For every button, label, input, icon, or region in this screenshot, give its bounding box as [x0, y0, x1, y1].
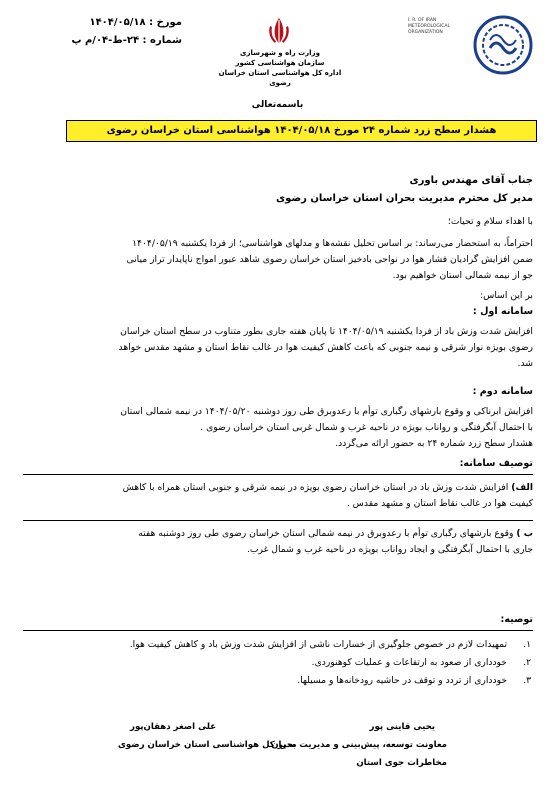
system1-text: افزایش شدت وزش باد از فردا یکشنبه ۱۴۰۴/۰۵/۱۹ تا پایان هفته جاری بطور متناوب در سطح استان خراسان رضوی بویژه نوار شرقی و نیمه جنوبی که باعث کاهش کیفیت هوا در غالب نقاط استان و مشهد مقدس خواهد شد.	[118, 326, 533, 369]
signature-right-title: معاونت توسعه، پیش‌بینی و مدیریت بحران مخاطرات جوی استان	[271, 740, 447, 768]
iran-emblem-icon	[266, 16, 292, 46]
signature-right	[370, 718, 435, 736]
recipient-name: جناب آقای مهندس باوری	[409, 175, 533, 186]
office-name: اداره کل هواشناسی استان خراسان رضوی	[218, 69, 342, 87]
agency-block	[215, 48, 345, 88]
basmala: باسمه‌تعالی	[251, 100, 304, 110]
irimo-logo-icon	[472, 14, 534, 76]
signature-left	[130, 718, 216, 736]
description-alef: الف) افزایش شدت وزش باد در استان خراسان رضوی بویژه در نیمه شرقی و جنوبی استان همراه با کاهش کیفیت هوا در غالب نقاط استان و مشهد مقدس .	[122, 482, 533, 509]
greeting: با اهداء سلام و تحیات؛	[447, 216, 533, 227]
ministry-name: وزارت راه و شهرسازی	[240, 49, 320, 57]
signer-name: یحیی قاینی پور	[369, 722, 435, 732]
list-item: ۲. خودداری از صعود به ارتفاعات و عملیات کوهنوردی.	[311, 657, 531, 668]
org-name: سازمان هواشناسی کشور	[235, 59, 325, 67]
recommendations-title: توصیه:	[500, 614, 533, 625]
warning-banner: هشدار سطح زرد شماره ۲۴ مورخ ۱۴۰۴/۰۵/۱۸ هواشناسی استان خراسان رضوی	[66, 120, 537, 142]
list-item: ۱. تمهیدات لازم در خصوص جلوگیری از خسارات ناشی از افزایش شدت وزش باد و کاهش کیفیت هوا.	[129, 639, 531, 650]
be-label: ب )	[516, 528, 533, 539]
system2-title: سامانه دوم :	[472, 386, 533, 397]
wmo-org-name: I. R. OF IRAN METEOROLOGICAL ORGANIZATION	[408, 18, 450, 35]
system1-title: سامانه اول :	[472, 306, 533, 317]
letter-date: مورخ : ۱۴۰۴/۰۵/۱۸	[89, 17, 182, 28]
description-title: توصیف سامانه:	[459, 458, 533, 469]
divider	[23, 630, 533, 631]
description-be: ب ) وقوع بارشهای رگباری توأم با رعدوبرق در نیمه شمالی استان خراسان رضوی طی روز دوشنبه هفته جاری با احتمال آبگرفتگی و ایجاد رواناب بویژه در ناحیه غرب و شمال غرب.	[138, 528, 533, 555]
recipient	[23, 172, 533, 208]
based-on: بر این اساس:	[480, 290, 533, 301]
system2-text: افزایش ابرناکی و وقوع بارشهای رگباری توأم با رعدوبرق طی روز دوشنبه ۱۴۰۴/۰۵/۲۰ در نیمه شمالی استان با احتمال آبگرفتگی و رواناب بویژه در ناحیه غرب و شمال غربی استان خراسان رضوی . هشدار سطح زرد شماره ۲۴ به حضور ارائه می‌گردد.	[120, 406, 533, 449]
intro-paragraph: احتراماً، به استحضار می‌رساند: بر اساس تحلیل نقشه‌ها و مدلهای هواشناسی؛ از فردا یکشنبه ۱۴۰۴/۰۵/۱۹ ضمن افزایش گرادیان فشار هوا در نواحی بادخیز استان خراسان رضوی شاهد عبور امواج ناپایدار تراز میانی جو از نیمه شمالی استان خواهیم بود.	[126, 238, 533, 281]
recommendations-list	[23, 636, 533, 690]
recipient-title: مدیر کل محترم مدیریت بحران استان خراسان رضوی	[276, 193, 533, 204]
letter-meta	[62, 14, 182, 50]
divider	[23, 474, 533, 475]
signer-name: علی اصغر دهقان‌پور	[130, 722, 217, 732]
list-item: ۳. خودداری از تردد و توقف در حاشیه رودخانه‌ها و مسیلها.	[297, 675, 531, 686]
signature-left-title: مدیر کل هواشناسی استان خراسان رضوی	[118, 740, 297, 750]
divider	[23, 520, 533, 521]
letter-number: شماره : ۲۴-ط-۰۴/م پ	[71, 35, 182, 46]
alef-label: الف)	[511, 482, 533, 493]
